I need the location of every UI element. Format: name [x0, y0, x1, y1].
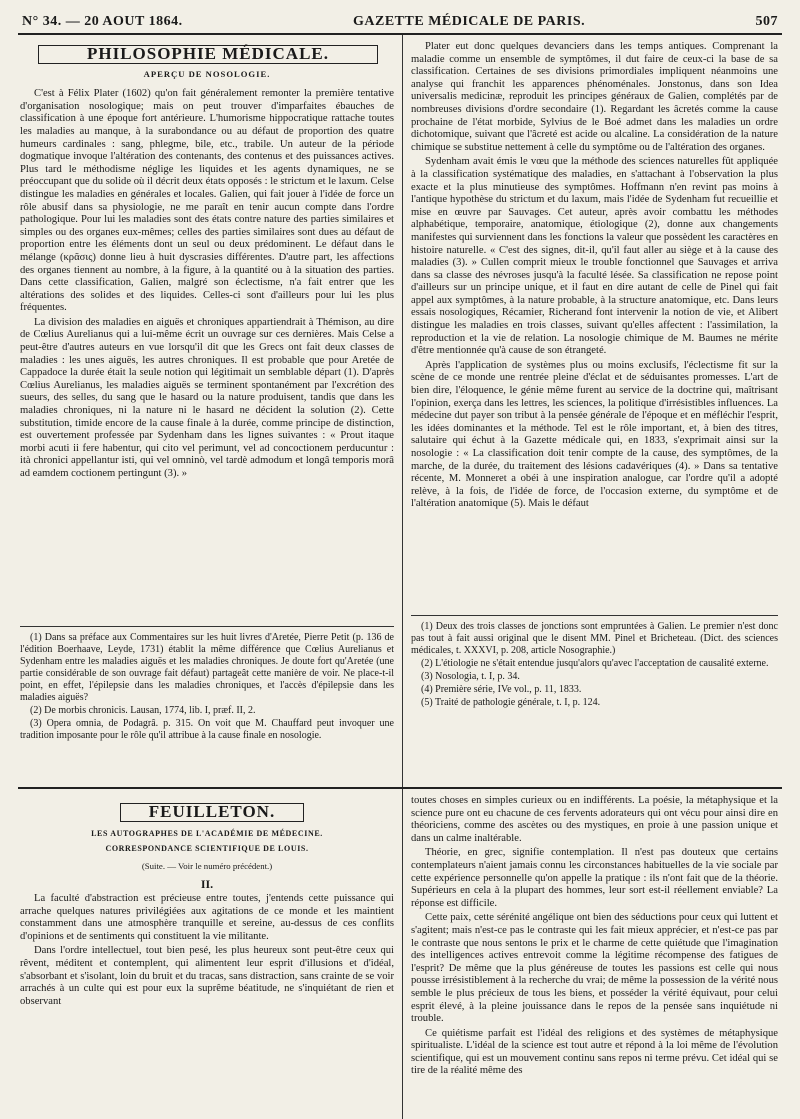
- article-right-text: [411, 41, 778, 609]
- feuilleton-subsubtitle: CORRESPONDANCE SCIENTIFIQUE DE LOUIS.: [105, 844, 309, 854]
- paragraph: Cette paix, cette sérénité angélique ont bien des séductions pour ceux qui luttent et s'agitent; mais n'est-ce pas le contraste qui les fait mieux apprécier, et n'est-ce pas par le contraste que nous sentons le prix et le charme de cette quiétude que l'imagination des intelligences actives entrevoit comme la légitime récompense des fatigues de l'esprit? De même que la plus généreuse de toutes les passions est celle qui nous pousse irrésistiblement à la recherche du vrai; de même la possession de la vérité nous semble le plus précieux de tous les biens, et posséder la vérité équivaut, pour celui esprit élevé, à la pleine jouissance dans le repos de la pensée sans inquiétude ni trouble.: [411, 912, 778, 1025]
- journal-title: GAZETTE MÉDICALE DE PARIS.: [353, 14, 586, 29]
- chapter-number: II.: [200, 877, 214, 892]
- footnote: (4) Première série, IVe vol., p. 11, 1833.: [421, 684, 582, 695]
- feuilleton-title: FEUILLETON.: [148, 802, 276, 821]
- feuilleton-section: [18, 789, 782, 1119]
- paragraph: Plater eut donc quelques devanciers dans les temps antiques. Comprenant la maladie comme un ensemble de symptômes, il dut faire de ceux-ci la base de sa classification. Certaines de ses divisions primordiales impliquent néanmoins une analyse qui franchit les apparences phénoménales. Jonstonus, dans son Idea universalis medicinæ, reproduit les principes généraux de Galien, complétés par de nombreuses divisions d'ordre secondaire (1). Regardant les âcretés comme la cause prochaine de l'état morbide, Sylvius de le Boé admet dans les maladies un ordre dichotomique, suivant que l'âcreté est acide ou alcaline. La considération de la nature chimique se substitue nettement à celle du symptôme ou de l'altération des organes.: [411, 41, 778, 153]
- issue-number: N° 34. — 20 AOUT 1864.: [22, 14, 183, 29]
- footnote: (1) Deux des trois classes de jonctions sont empruntées à Galien. Le premier n'est donc pas tout à fait aussi original que le disent MM. Pinel et Bricheteau. (Dict. des sciences médicales, t. XXXVI, p. 208, article Nosographie.): [411, 621, 778, 656]
- article-right-column: [403, 35, 780, 787]
- feuilleton-title-box: [120, 803, 304, 822]
- article-section: [18, 35, 782, 789]
- page-header: [18, 14, 782, 35]
- footnotes-left: [20, 626, 394, 742]
- footnotes-right: [411, 615, 778, 709]
- page-number: 507: [755, 14, 778, 29]
- footnote: (5) Traité de pathologie générale, t. I, p. 124.: [421, 697, 601, 708]
- footnote: (3) Opera omnia, de Podagrâ. p. 315. On voit que M. Chauffard peut invoquer une tradition imposante pour le rôle qu'il attribue à la cause finale en nosologie.: [20, 718, 394, 742]
- continuation-note: (Suite. — Voir le numéro précédent.): [141, 860, 273, 871]
- section-title-box: [38, 45, 378, 64]
- feuilleton-left-column: [18, 789, 403, 1119]
- paragraph: Dans l'ordre intellectuel, tout bien pesé, les plus heureux sont peut-être ceux qui rêvent, méditent et contemplent, qui alimentent leur esprit d'illusions et d'idéal, s'absorbant et s'isolant, loin du bruit et du tracas, sans distraction, sans crainte de se voir arrachés à un culte qui est pour eux la suprême béatitude, ne s'inquiétant de rien et observant: [20, 945, 394, 1007]
- paragraph: La faculté d'abstraction est précieuse entre toutes, j'entends cette puissance qui arrache quelques natures privilégiées aux agitations de ce monde et les maintient constamment dans une atmosphère tranquille et sereine, au-dessus de ces conflits d'opinions et de sentiments qui constituent la vie militante.: [20, 892, 394, 942]
- footnote: (2) L'étiologie ne s'était entendue jusqu'alors qu'avec l'acceptation de causalité externe.: [421, 658, 769, 669]
- paragraph: La division des maladies en aiguës et chroniques appartiendrait à Thémison, au dire de Cœlius Aurelianus qui a lui-même écrit un ouvrage sur ces dernières. Mais Celse a peut-être d'autres auteurs en vue lorsqu'il dit que les Grecs ont fait deux classes de maladies : les unes aiguës, les autres chroniques. Il est probable que pour Aretée de Cappadoce la durée était la seule notion qui légitimait un semblable départ (1). D'après Cœlius Aurelianus, les maladies aiguës se terminent spontanément par l'excrétion des sueurs, des selles, du sang que le hasard ou la nature produisent, tandis que dans les maladies chroniques, ni la nature ni le hasard ne décident la solution (2). Cette substitution, timide encore de la cause finale à la durée, comme principe de distinction, est ouvertement professée par Sydenham dans les lignes suivantes : « Prout itaque morbi acuti ii fere habentur, qui cito vel perimunt, vel ad concoctionem perducuntur : ità chronici appellantur isti, qui vel omninò, vel tardè admodum et longâ temporis morâ ad eamdem coctionem pertingunt (3). »: [20, 316, 394, 479]
- paragraph: Théorie, en grec, signifie contemplation. Il n'est pas douteux que certains contemplateurs n'aient jamais connu les circonstances habituelles de la vie sociale par cette expérience personnelle qu'on appelle la pratique : ils n'ont fait que de la théorie. Supérieurs en cela à la plupart des hommes, leur sort est-il réellement enviable? La réponse est difficile.: [411, 847, 778, 909]
- footnote: (3) Nosologia, t. I, p. 34.: [421, 671, 520, 682]
- paragraph: Sydenham avait émis le vœu que la méthode des sciences naturelles fût appliquée à la classification systématique des maladies, en s'attachant à l'observation la plus exacte et la plus minutieuse des symptômes. Hoffmann n'en revint pas moins à l'antique hypothèse du strictum et du laxum, mais l'idée de Sydenham fut recueillie et mise en œuvre par Sauvages. Cet auteur, après avoir combattu les méthodes alphabétique, temporaire, anatomique, étiologique (2), donne aux changements manifestes qui surviennent dans les fonctions la valeur que possèdent les caractères en histoire naturelle. « C'est des signes, dit-il, qu'il faut aller au siège et à la cause des maladies (3). » Cullen comprit mieux le trouble fonctionnel que Sauvages et arriva dans sa classe des névroses jusqu'à la faculté lésée. Sa classification ne repose point d'ailleurs sur un principe unique, et il faut en dire autant de celle de Pinel qui fait appel aux symptômes, à la nature probable, à la structure anatomique, etc. Dans leurs essais nosologiques, Récamier, Richerand font intervenir la notion de vie, et Alibert distingue les maladies en trois classes, suivant qu'elles affectent : l'assimilation, la reproduction et la vie de relation. La nosologie chimique de M. Baumes ne mérite d'être mentionnée qu'à cause de son étrangeté.: [411, 156, 778, 357]
- section-title: PHILOSOPHIE MÉDICALE.: [86, 44, 330, 63]
- paragraph: Après l'application de systèmes plus ou moins exclusifs, l'éclectisme fit sur la scène de ce monde une rentrée pleine d'éclat et de séduisantes promesses. L'art de bien dire, l'éloquence, le génie même furent au service de la doctrine qui, maîtrisant l'opinion, exerça dans les lettres, les sciences, la politique d'irrésistibles influences. La médecine dut payer son tribut à la pensée générale de l'époque et en méfléchir l'esprit, les idées dominantes et la méthode. Tel est le rôle important, et, à bien des titres, salutaire qui échut à la Gazette médicale qui, en 1833, s'exprimait ainsi sur la nosologie : « La classification doit tenir compte de la cause, des symptômes, de la marche, de la durée, du traitement des lésions cadavériques (4). » Dans sa tentative récente, M. Monneret a obéi à une inspiration analogue, car l'ordre qu'il a adopté relève, à la fois, de l'idée de force, de l'occasion externe, du symptôme et de l'altération anatomique (5). Mais le défaut: [411, 359, 778, 510]
- feuilleton-subtitle: LES AUTOGRAPHES DE L'ACADÉMIE DE MÉDECINE.: [91, 828, 323, 838]
- feuilleton-right-column: [403, 789, 780, 1119]
- footnote: (2) De morbis chronicis. Lausan, 1774, lib. I, præf. II, 2.: [30, 705, 256, 717]
- article-left-text: [20, 88, 394, 620]
- footnote: (1) Dans sa préface aux Commentaires sur les huit livres d'Aretée, Pierre Petit (p. 136 de l'édition Boerhaave, Leyde, 1731) établit la même différence que Cœlius Aurelianus et Sydenham entre les maladies aiguës et les maladies chroniques. Je doute fort qu'Aretée (une partie considérable de son ouvrage fait défaut) partageât cette manière de voir. Ne place-t-il point, en effet, l'épilepsie dans les maladies chroniques, et l'accès d'épilepsie dans les maladies aiguës?: [20, 632, 394, 704]
- paragraph: Ce quiétisme parfait est l'idéal des religions et des systèmes de métaphysique spiritualiste. L'idéal de la science est tout autre et répond à la loi même de l'évolution scientifique, qui est un mouvement continu sans repos ni terme prévu. Cet idéal qui se tire de la réalité même des: [411, 1027, 778, 1077]
- paragraph: toutes choses en simples curieux ou en indifférents. La poésie, la métaphysique et la science pure ont eu chacune de ces fervents adorateurs qui ont vécu pour ainsi dire en théoriciens, comme des ascètes ou des mystiques, en proie à une passion unique et dans un calme inaltérable.: [411, 795, 778, 844]
- paragraph: C'est à Félix Plater (1602) qu'on fait généralement remonter la première tentative d'organisation nosologique; mais on peut trouver d'imparfaites ébauches de classification à une époque fort antérieure. L'humorisme hippocratique rattache toutes les maladies au manque, à la surabondance ou au défaut de proportion des quatre humeurs cardinales : sang, phlegme, bile, etc., trabile. Un auteur de la période dogmatique invoque l'altération des contenants, des contenus et des puissances actives. Plus tard le méthodisme néglige les liquides et les agents dynamiques, ne se préoccupant que du solide où il décrit deux états opposés : le strictum et le laxum. Celse distingue les maladies en générales et locales. Galien, qui fait jouer à l'idée de force un rôle abusif dans sa physiologie, ne me paraît en tenir aucun compte dans l'ordre pathologique. Pour lui les maladies sont des états contre nature des parties similaires et simples ou des organes eux-mêmes; celles des parties similaires sont dues au défaut de proportion entre les éléments dont un seul ou deux prédominent. Le défaut dans le mélange (κρᾶσις) donne lieu à huit dyscrasies différentes. D'autre part, les affections des organes tiennent au nombre, à la figure, à la quantité ou à la situation des parties. Dans cette classification, Galien, malgré son éclectisme, n'a fait entrer que les altérations des solides et des liquides. Celles-ci sont d'ailleurs pour lui les plus fréquentes.: [20, 88, 394, 314]
- article-left-column: [18, 35, 403, 787]
- article-subtitle: APERÇU DE NOSOLOGIE.: [143, 68, 271, 79]
